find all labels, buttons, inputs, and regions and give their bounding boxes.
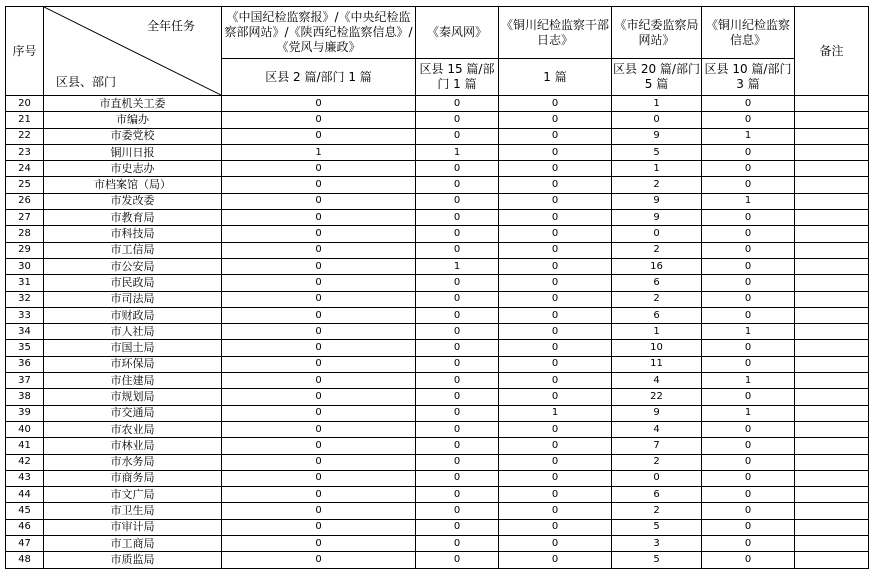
row-remark	[795, 503, 869, 519]
table-row	[6, 177, 869, 193]
row-count: 6	[612, 275, 702, 291]
row-count: 0	[416, 552, 499, 568]
table-row	[6, 552, 869, 568]
row-seq: 31	[6, 275, 44, 291]
row-count: 1	[702, 405, 795, 421]
row-seq: 26	[6, 193, 44, 209]
row-count: 0	[499, 291, 612, 307]
row-count: 0	[499, 128, 612, 144]
row-count: 0	[499, 373, 612, 389]
row-department: 市科技局	[44, 226, 222, 242]
row-count: 1	[416, 144, 499, 160]
row-count: 0	[499, 340, 612, 356]
row-count: 1	[612, 161, 702, 177]
row-count: 0	[416, 96, 499, 112]
row-count: 0	[416, 324, 499, 340]
row-count: 0	[222, 487, 416, 503]
row-remark	[795, 438, 869, 454]
remark-header: 备注	[795, 7, 869, 96]
row-department: 市史志办	[44, 161, 222, 177]
row-count: 2	[612, 242, 702, 258]
row-count: 6	[612, 487, 702, 503]
row-department: 市环保局	[44, 356, 222, 372]
row-remark	[795, 454, 869, 470]
row-count: 0	[222, 438, 416, 454]
row-department: 市农业局	[44, 421, 222, 437]
row-department: 市林业局	[44, 438, 222, 454]
row-seq: 43	[6, 470, 44, 486]
row-count: 0	[222, 389, 416, 405]
row-count: 0	[702, 177, 795, 193]
row-count: 0	[499, 454, 612, 470]
row-remark	[795, 128, 869, 144]
row-count: 2	[612, 454, 702, 470]
row-count: 10	[612, 340, 702, 356]
row-department: 市财政局	[44, 307, 222, 323]
row-count: 5	[612, 552, 702, 568]
row-remark	[795, 389, 869, 405]
table-row	[6, 324, 869, 340]
col-header-central-media: 《中国纪检监察报》/《中央纪检监察部网站》/《陕西纪检监察信息》/《党风与廉政》	[222, 7, 416, 59]
table-row	[6, 438, 869, 454]
row-seq: 44	[6, 487, 44, 503]
row-seq: 35	[6, 340, 44, 356]
row-count: 0	[222, 454, 416, 470]
row-count: 9	[612, 193, 702, 209]
row-count: 0	[702, 503, 795, 519]
row-count: 0	[416, 177, 499, 193]
row-remark	[795, 487, 869, 503]
row-remark	[795, 340, 869, 356]
row-department: 市民政局	[44, 275, 222, 291]
row-seq: 40	[6, 421, 44, 437]
row-remark	[795, 193, 869, 209]
row-remark	[795, 405, 869, 421]
row-count: 0	[222, 242, 416, 258]
row-count: 5	[612, 144, 702, 160]
row-remark	[795, 144, 869, 160]
row-seq: 33	[6, 307, 44, 323]
row-count: 0	[222, 210, 416, 226]
row-count: 0	[612, 226, 702, 242]
row-seq: 36	[6, 356, 44, 372]
row-remark	[795, 210, 869, 226]
row-count: 0	[222, 275, 416, 291]
row-department: 市直机关工委	[44, 96, 222, 112]
row-count: 0	[416, 389, 499, 405]
table-row	[6, 210, 869, 226]
row-count: 0	[702, 258, 795, 274]
task-quota: 区县 15 篇/部门 1 篇	[416, 59, 499, 96]
row-count: 0	[222, 340, 416, 356]
seq-header: 序号	[6, 7, 44, 96]
row-remark	[795, 536, 869, 552]
row-count: 0	[416, 128, 499, 144]
row-count: 4	[612, 373, 702, 389]
row-count: 0	[612, 112, 702, 128]
row-seq: 25	[6, 177, 44, 193]
row-seq: 41	[6, 438, 44, 454]
row-department: 市交通局	[44, 405, 222, 421]
row-count: 0	[499, 144, 612, 160]
table-row	[6, 112, 869, 128]
table-row	[6, 258, 869, 274]
row-count: 1	[222, 144, 416, 160]
row-count: 0	[702, 438, 795, 454]
row-count: 1	[702, 324, 795, 340]
row-department: 市工商局	[44, 536, 222, 552]
table-row	[6, 487, 869, 503]
table-row	[6, 144, 869, 160]
row-count: 0	[416, 536, 499, 552]
row-department: 市住建局	[44, 373, 222, 389]
table-row	[6, 275, 869, 291]
row-department: 市编办	[44, 112, 222, 128]
row-count: 0	[702, 226, 795, 242]
row-count: 0	[222, 193, 416, 209]
row-department: 市公安局	[44, 258, 222, 274]
table-row	[6, 470, 869, 486]
row-count: 0	[499, 519, 612, 535]
row-count: 0	[499, 177, 612, 193]
table-row	[6, 96, 869, 112]
row-count: 0	[702, 210, 795, 226]
row-seq: 42	[6, 454, 44, 470]
row-seq: 23	[6, 144, 44, 160]
table-row	[6, 291, 869, 307]
row-count: 0	[702, 340, 795, 356]
row-count: 0	[222, 503, 416, 519]
row-count: 0	[222, 128, 416, 144]
district-dept-label: 区县、部门	[56, 75, 117, 89]
row-count: 5	[612, 519, 702, 535]
row-department: 市国土局	[44, 340, 222, 356]
row-seq: 29	[6, 242, 44, 258]
col-header-tongchuan-info: 《铜川纪检监察信息》	[702, 7, 795, 59]
row-remark	[795, 421, 869, 437]
row-count: 0	[222, 519, 416, 535]
row-count: 0	[416, 340, 499, 356]
row-count: 0	[416, 470, 499, 486]
task-quota: 1 篇	[499, 59, 612, 96]
row-count: 0	[499, 421, 612, 437]
row-count: 0	[499, 487, 612, 503]
row-count: 0	[499, 258, 612, 274]
row-remark	[795, 373, 869, 389]
row-count: 0	[702, 454, 795, 470]
row-count: 1	[612, 324, 702, 340]
row-count: 0	[416, 503, 499, 519]
row-count: 0	[702, 291, 795, 307]
row-count: 1	[702, 373, 795, 389]
row-count: 4	[612, 421, 702, 437]
row-count: 0	[499, 536, 612, 552]
row-count: 2	[612, 503, 702, 519]
row-count: 0	[702, 275, 795, 291]
row-count: 0	[416, 405, 499, 421]
row-department: 市文广局	[44, 487, 222, 503]
row-seq: 30	[6, 258, 44, 274]
row-count: 0	[222, 536, 416, 552]
row-count: 0	[499, 226, 612, 242]
row-count: 0	[702, 307, 795, 323]
row-count: 9	[612, 405, 702, 421]
row-count: 0	[702, 242, 795, 258]
row-count: 0	[499, 161, 612, 177]
row-count: 0	[702, 519, 795, 535]
row-remark	[795, 470, 869, 486]
table-row	[6, 389, 869, 405]
row-remark	[795, 275, 869, 291]
row-seq: 46	[6, 519, 44, 535]
table-row	[6, 340, 869, 356]
row-count: 22	[612, 389, 702, 405]
row-count: 0	[222, 226, 416, 242]
row-count: 0	[499, 324, 612, 340]
row-seq: 28	[6, 226, 44, 242]
row-count: 0	[499, 275, 612, 291]
row-department: 市发改委	[44, 193, 222, 209]
task-table	[5, 6, 869, 569]
row-seq: 45	[6, 503, 44, 519]
row-department: 市档案馆（局）	[44, 177, 222, 193]
table-row	[6, 421, 869, 437]
row-remark	[795, 307, 869, 323]
table-row	[6, 454, 869, 470]
row-count: 0	[499, 307, 612, 323]
row-count: 0	[702, 552, 795, 568]
row-count: 0	[416, 210, 499, 226]
row-count: 6	[612, 307, 702, 323]
diagonal-header-cell	[44, 7, 222, 96]
row-count: 0	[499, 112, 612, 128]
row-seq: 32	[6, 291, 44, 307]
row-count: 0	[499, 503, 612, 519]
row-count: 0	[222, 96, 416, 112]
row-count: 0	[222, 405, 416, 421]
row-remark	[795, 112, 869, 128]
row-count: 1	[702, 193, 795, 209]
row-count: 0	[702, 389, 795, 405]
row-remark	[795, 519, 869, 535]
row-count: 0	[416, 519, 499, 535]
row-count: 0	[222, 356, 416, 372]
row-seq: 34	[6, 324, 44, 340]
table-row	[6, 307, 869, 323]
row-count: 9	[612, 128, 702, 144]
row-department: 市教育局	[44, 210, 222, 226]
row-remark	[795, 161, 869, 177]
row-count: 16	[612, 258, 702, 274]
row-department: 市卫生局	[44, 503, 222, 519]
row-count: 0	[416, 275, 499, 291]
col-header-qinfeng: 《秦风网》	[416, 7, 499, 59]
row-count: 0	[416, 356, 499, 372]
row-count: 9	[612, 210, 702, 226]
col-header-cadre-diary: 《铜川纪检监察干部日志》	[499, 7, 612, 59]
row-count: 0	[416, 161, 499, 177]
row-count: 0	[222, 177, 416, 193]
row-count: 0	[612, 470, 702, 486]
row-count: 0	[499, 389, 612, 405]
table-row	[6, 226, 869, 242]
row-count: 0	[499, 356, 612, 372]
table-row	[6, 242, 869, 258]
row-count: 0	[222, 161, 416, 177]
row-department: 铜川日报	[44, 144, 222, 160]
row-remark	[795, 356, 869, 372]
row-count: 0	[702, 421, 795, 437]
row-remark	[795, 177, 869, 193]
row-remark	[795, 552, 869, 568]
row-count: 0	[222, 112, 416, 128]
row-department: 市质监局	[44, 552, 222, 568]
row-count: 0	[499, 96, 612, 112]
row-count: 7	[612, 438, 702, 454]
table-body	[6, 96, 869, 569]
row-count: 0	[499, 193, 612, 209]
task-quota: 区县 20 篇/部门 5 篇	[612, 59, 702, 96]
row-count: 0	[499, 552, 612, 568]
row-seq: 21	[6, 112, 44, 128]
table-row	[6, 405, 869, 421]
row-remark	[795, 242, 869, 258]
row-count: 0	[416, 307, 499, 323]
table-row	[6, 373, 869, 389]
row-count: 0	[222, 324, 416, 340]
row-seq: 37	[6, 373, 44, 389]
row-count: 0	[222, 307, 416, 323]
row-department: 市水务局	[44, 454, 222, 470]
row-count: 11	[612, 356, 702, 372]
table-header	[6, 7, 869, 96]
table-row	[6, 193, 869, 209]
row-count: 0	[499, 438, 612, 454]
table-row	[6, 161, 869, 177]
row-seq: 38	[6, 389, 44, 405]
row-count: 0	[702, 470, 795, 486]
row-seq: 27	[6, 210, 44, 226]
row-count: 0	[416, 373, 499, 389]
row-remark	[795, 96, 869, 112]
row-count: 0	[416, 112, 499, 128]
annual-task-label: 全年任务	[146, 19, 195, 33]
row-count: 0	[222, 258, 416, 274]
row-remark	[795, 226, 869, 242]
row-department: 市工信局	[44, 242, 222, 258]
row-seq: 39	[6, 405, 44, 421]
row-count: 1	[612, 96, 702, 112]
row-count: 2	[612, 177, 702, 193]
row-count: 0	[222, 373, 416, 389]
row-count: 1	[499, 405, 612, 421]
table-row	[6, 128, 869, 144]
table-row	[6, 519, 869, 535]
table-row	[6, 503, 869, 519]
row-count: 0	[702, 112, 795, 128]
row-count: 1	[416, 258, 499, 274]
row-seq: 22	[6, 128, 44, 144]
row-count: 3	[612, 536, 702, 552]
row-count: 0	[416, 487, 499, 503]
row-seq: 47	[6, 536, 44, 552]
row-count: 0	[702, 356, 795, 372]
row-remark	[795, 258, 869, 274]
row-department: 市委党校	[44, 128, 222, 144]
row-count: 0	[416, 454, 499, 470]
row-count: 0	[416, 438, 499, 454]
row-count: 0	[222, 291, 416, 307]
row-seq: 24	[6, 161, 44, 177]
row-department: 市商务局	[44, 470, 222, 486]
row-count: 0	[702, 144, 795, 160]
row-count: 0	[702, 161, 795, 177]
row-remark	[795, 324, 869, 340]
table-row	[6, 356, 869, 372]
row-department: 市人社局	[44, 324, 222, 340]
row-count: 0	[702, 487, 795, 503]
row-count: 0	[499, 470, 612, 486]
row-department: 市规划局	[44, 389, 222, 405]
row-seq: 48	[6, 552, 44, 568]
row-count: 1	[702, 128, 795, 144]
row-count: 0	[222, 552, 416, 568]
table-row	[6, 536, 869, 552]
row-count: 0	[702, 536, 795, 552]
row-count: 0	[499, 210, 612, 226]
row-count: 0	[416, 421, 499, 437]
task-quota: 区县 2 篇/部门 1 篇	[222, 59, 416, 96]
row-count: 0	[222, 421, 416, 437]
row-count: 0	[416, 226, 499, 242]
row-count: 0	[222, 470, 416, 486]
row-count: 0	[702, 96, 795, 112]
row-seq: 20	[6, 96, 44, 112]
col-header-commission-website: 《市纪委监察局网站》	[612, 7, 702, 59]
row-remark	[795, 291, 869, 307]
task-quota: 区县 10 篇/部门 3 篇	[702, 59, 795, 96]
row-count: 2	[612, 291, 702, 307]
row-count: 0	[499, 242, 612, 258]
row-count: 0	[416, 242, 499, 258]
row-department: 市司法局	[44, 291, 222, 307]
row-count: 0	[416, 291, 499, 307]
row-department: 市审计局	[44, 519, 222, 535]
row-count: 0	[416, 193, 499, 209]
